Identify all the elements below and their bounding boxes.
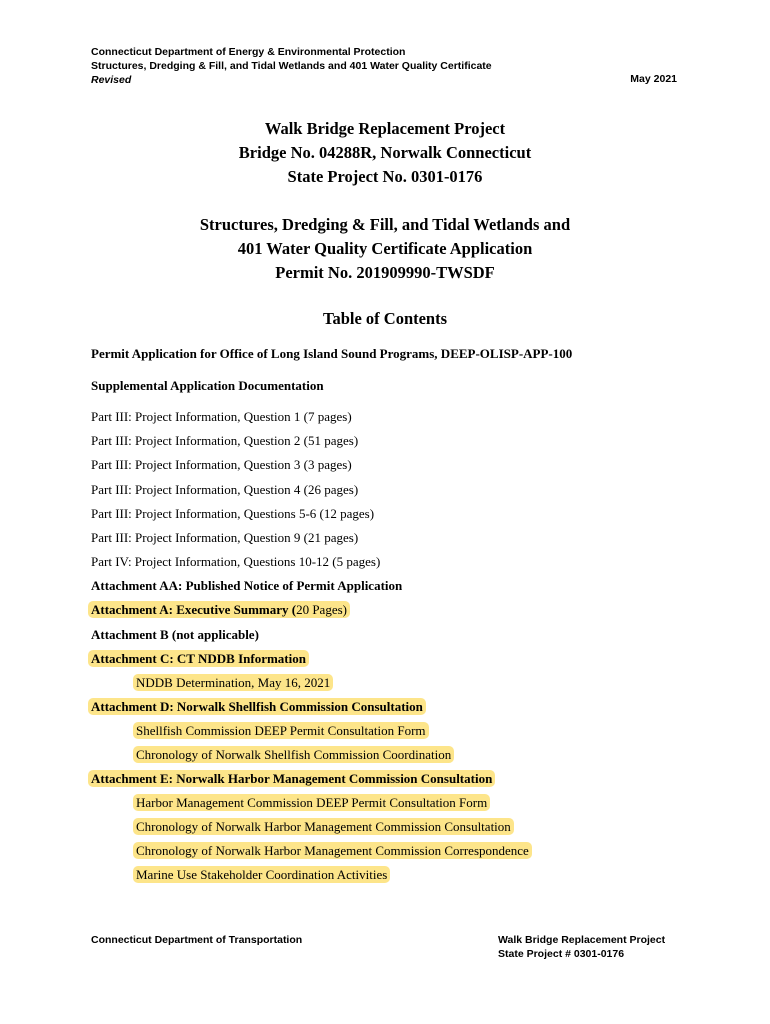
toc-sub-item <box>136 818 514 836</box>
attachment-a-pages: 20 Pages) <box>296 602 347 617</box>
toc-attachment-d <box>91 698 426 716</box>
toc-sub-item <box>136 866 390 884</box>
header-status: Revised <box>91 74 132 86</box>
toc-part-item: Part III: Project Information, Question 1 (7 pages) <box>91 409 352 424</box>
toc-part-item: Part III: Project Information, Questions 5-6 (12 pages) <box>91 506 375 521</box>
toc-title: Table of Contents <box>322 309 448 328</box>
attachment-e-title: Attachment E: Norwalk Harbor Management Commission Consultation <box>88 770 495 787</box>
page-header <box>91 45 492 87</box>
footer-agency: Connecticut Department of Transportation <box>91 934 303 946</box>
footer-project <box>498 933 665 961</box>
footer-project-number: State Project # 0301-0176 <box>498 948 625 960</box>
attachment-a-title: Attachment A: Executive Summary ( <box>91 602 297 617</box>
project-title: Walk Bridge Replacement Project <box>264 119 506 138</box>
attachment-c-title: Attachment C: CT NDDB Information <box>88 650 309 667</box>
toc-part-item: Part III: Project Information, Question 4 (26 pages) <box>91 482 359 497</box>
attachment-c-item: NDDB Determination, May 16, 2021 <box>133 674 333 691</box>
attachment-d-item: Chronology of Norwalk Shellfish Commission Coordination <box>133 746 454 763</box>
attachment-e-item: Chronology of Norwalk Harbor Management Commission Consultation <box>133 818 514 835</box>
toc-supplemental: Supplemental Application Documentation <box>91 378 324 393</box>
footer-project-name: Walk Bridge Replacement Project <box>498 934 666 946</box>
bridge-number: Bridge No. 04288R, Norwalk Connecticut <box>238 143 532 162</box>
state-project-number: State Project No. 0301-0176 <box>287 167 483 186</box>
attachment-e-item: Marine Use Stakeholder Coordination Activities <box>133 866 390 883</box>
application-title-line2: 401 Water Quality Certificate Application <box>237 239 533 258</box>
toc-attachment-a <box>91 601 350 619</box>
toc-attachment-e <box>91 770 495 788</box>
toc-attachment-aa: Attachment AA: Published Notice of Permit Application <box>91 578 403 593</box>
attachment-d-title: Attachment D: Norwalk Shellfish Commission Consultation <box>88 698 426 715</box>
header-form: Structures, Dredging & Fill, and Tidal Wetlands and 401 Water Quality Certificate <box>91 60 492 72</box>
toc-part-item: Part III: Project Information, Question 9 (21 pages) <box>91 530 359 545</box>
application-title-block <box>0 213 770 285</box>
toc-sub-item <box>136 842 532 860</box>
toc-sub-item <box>136 722 429 740</box>
header-agency: Connecticut Department of Energy & Environmental Protection <box>91 46 406 58</box>
toc-sub-item <box>136 794 490 812</box>
attachment-d-item: Shellfish Commission DEEP Permit Consultation Form <box>133 722 429 739</box>
toc-permit-application: Permit Application for Office of Long Island Sound Programs, DEEP-OLISP-APP-100 <box>91 346 573 361</box>
application-title-line1: Structures, Dredging & Fill, and Tidal Wetlands and <box>199 215 571 234</box>
header-date: May 2021 <box>630 73 677 85</box>
toc-sub-item <box>136 674 333 692</box>
attachment-e-item: Harbor Management Commission DEEP Permit Consultation Form <box>133 794 490 811</box>
toc-attachment-c <box>91 650 309 668</box>
toc-part-item: Part IV: Project Information, Questions 10-12 (5 pages) <box>91 554 381 569</box>
toc-sub-item <box>136 746 454 764</box>
toc-part-item: Part III: Project Information, Question 2 (51 pages) <box>91 433 359 448</box>
toc-part-item: Part III: Project Information, Question 3 (3 pages) <box>91 457 352 472</box>
attachment-e-item: Chronology of Norwalk Harbor Management Commission Correspondence <box>133 842 532 859</box>
project-title-block <box>0 117 770 189</box>
toc-attachment-b: Attachment B (not applicable) <box>91 627 259 642</box>
permit-number: Permit No. 201909990-TWSDF <box>275 263 495 282</box>
